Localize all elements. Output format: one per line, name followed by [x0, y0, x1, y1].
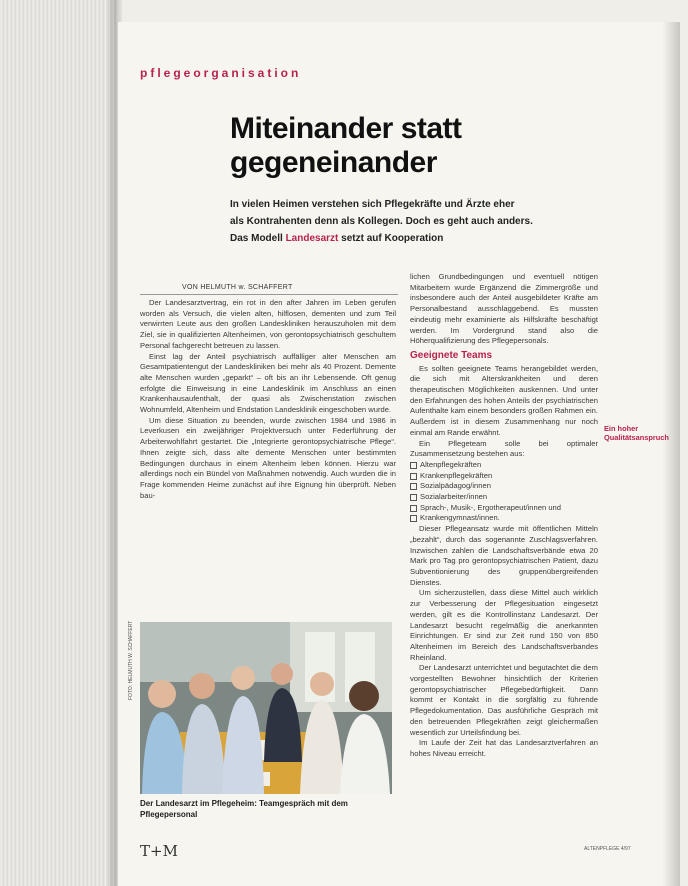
lead-line-1: In vielen Heimen verstehen sich Pflegekräfte und Ärzte eher	[230, 199, 515, 210]
body-column-2	[410, 272, 598, 760]
lead-line-3-post: setzt auf Kooperation	[338, 233, 444, 244]
byline: VON HELMUTH w. SCHAFFERT	[182, 284, 293, 291]
subheading: Geeignete Teams	[410, 349, 493, 361]
paragraph: Im Laufe der Zeit hat das Landesarztverfahren an hohes Niveau erreicht.	[410, 738, 598, 758]
photo-caption: Der Landesarzt im Pflegeheim: Teamgespräch mit dem Pflegepersonal	[140, 799, 348, 819]
paragraph: Der Landesarztvertrag, ein rot in den after Jahren im Leben gerufen worden als Versuch, die vielen alten, hilflosen, dementen und zum Teil verwirrten Leute aus den großen Landeskliniken herauszuholen mit dem Ziel, sie in qualifizierten Altenheimen, von gerontopsychiatrisch geschultem Personal fachgerecht betreuen zu lassen.	[140, 298, 396, 350]
paragraph: Der Landesarzt unterrichtet und begutachtet die dem vorgestellten Bewohner hinsichtlich der Kriterien gerontopsychiatrischer Pflegebedürftigkeit. Dann kommt er Kontakt in die sorgfältig zu führende Pflegedokumentation. Das ausführliche Gespräch mit den betreuenden Pflegekräften zeigt gleichermaßen wesentlich zur Urteilsfindung bei.	[410, 663, 598, 737]
page-edge	[662, 22, 680, 886]
list-item: Altenpflegekräften	[410, 460, 598, 471]
lead-highlight: Landesarzt	[285, 233, 339, 244]
list-item: Sprach-, Musik-, Ergotherapeut/innen und	[410, 503, 598, 514]
lead-line-3	[230, 230, 610, 247]
paragraph: Einst lag der Anteil psychiatrisch auffälliger alter Menschen am Gesamtpatientengut der Landeskliniken bei mehr als 40 Prozent. Demente alte Menschen wurden „geparkt“ – oft bis an ihr Lebensende. Oft genug erfolgte die Einweisung in eine Landesklinik im Anschluss an einen Krankenhausaufenthalt, der quasi als Zwischenstation zwischen Wohnumfeld, Altenheim und Endstation Landesklinik eingeschoben wurde.	[140, 351, 396, 415]
list-item: Sozialarbeiter/innen	[410, 492, 598, 503]
paragraph: Dieser Pflegeansatz wurde mit öffentlichen Mitteln „bezahlt“, durch das sogenannte Zuschlagsverfahren. Inzwischen zahlen die Landschaftsverbände etwa 20 Mark pro Tag pro gerontopsychiatrischen Patient, dazu Subventionierung des gruppenübergreifenden Dienstes.	[410, 524, 598, 587]
article-photo	[140, 622, 392, 794]
paragraph: Ein Pflegeteam solle bei optimaler Zusammensetzung bestehen aus:	[410, 438, 598, 459]
photo-illustration	[140, 622, 392, 794]
section-kicker: pflegeorganisation	[140, 66, 302, 80]
byline-rule	[140, 294, 398, 295]
lead-line-2: als Kontrahenten denn als Kollegen. Doch es geht auch anders.	[230, 216, 533, 227]
margin-pull-quote: Ein hoher Qualitätsanspruch	[604, 424, 669, 442]
list-item: Krankenpflegekräften	[410, 471, 598, 482]
paragraph: Um sicherzustellen, dass diese Mittel auch wirklich zur Verbesserung der Pflegesituation eingesetzt werden, gilt es die Kontrollinstanz Landesarzt. Der Landesarzt besucht regelmäßig die anerkannten Einrichtungen. Er sind zur Zeit rund 150 von 850 Altenheimen im Bereich des Landschaftsverbandes Rheinland.	[410, 588, 598, 662]
list-item: Sozialpädagog/innen	[410, 481, 598, 492]
book-spine	[0, 0, 118, 886]
paragraph: Es sollten geeignete Teams herangebildet werden, die sich mit Alterskrankheiten und deren therapeutischen Möglichkeiten auskennen. Und unter den Erfahrungen des hohen Anteils der psychiatrischen Aufenthalte kam einem besonders großen Rahmen ein. Außerdem ist in diesem Zusammenhang nur noch einmal am Rande erwähnt.	[410, 363, 598, 437]
photo-credit: FOTO: HELMUTH W. SCHAFFERT	[128, 620, 134, 700]
lead-line-3-pre: Das Modell	[230, 233, 286, 244]
paragraph: Um diese Situation zu beenden, wurde zwischen 1984 und 1986 in Leverkusen ein zweijähriger Projektversuch unter Federführung der Arbeiterwohlfahrt gestartet. Die „Integrierte gerontopsychiatrische Pflege“. Ihnen zeigte sich, dass alte demente Menschen unter bestimmten Bedingungen durchaus in einem Altenheim leben können. Hierzu war allerdings noch ein Bündel von Maßnahmen notwendig. Auch wurden die in Frage kommenden Heime zunächst auf ihre Eignung hin überprüft. Neben bau-	[140, 415, 396, 500]
publication-logo: T+M	[140, 842, 178, 860]
article-lead	[230, 196, 610, 247]
page-footer: ALTENPFLEGE 4/97	[584, 846, 631, 852]
paragraph: lichen Grundbedingungen und eventuell nötigen Mitarbeitern wurde Ergänzend die Zimmergröße und insbesondere auch der Anteil ausgebildeter Kräfte am Personalbestand ausschlaggebend. Es mussten eindeutig mehr examinierte als Hilfskräfte beschäftigt werden. Im Vordergrund stand also die Höherqualifizierung des Pflegepersonals.	[410, 272, 598, 346]
body-column-1	[140, 298, 396, 501]
list-item: Krankengymnast/innen.	[410, 513, 598, 524]
team-list	[410, 460, 598, 524]
article-title: Miteinander statt gegeneinander	[230, 112, 462, 179]
